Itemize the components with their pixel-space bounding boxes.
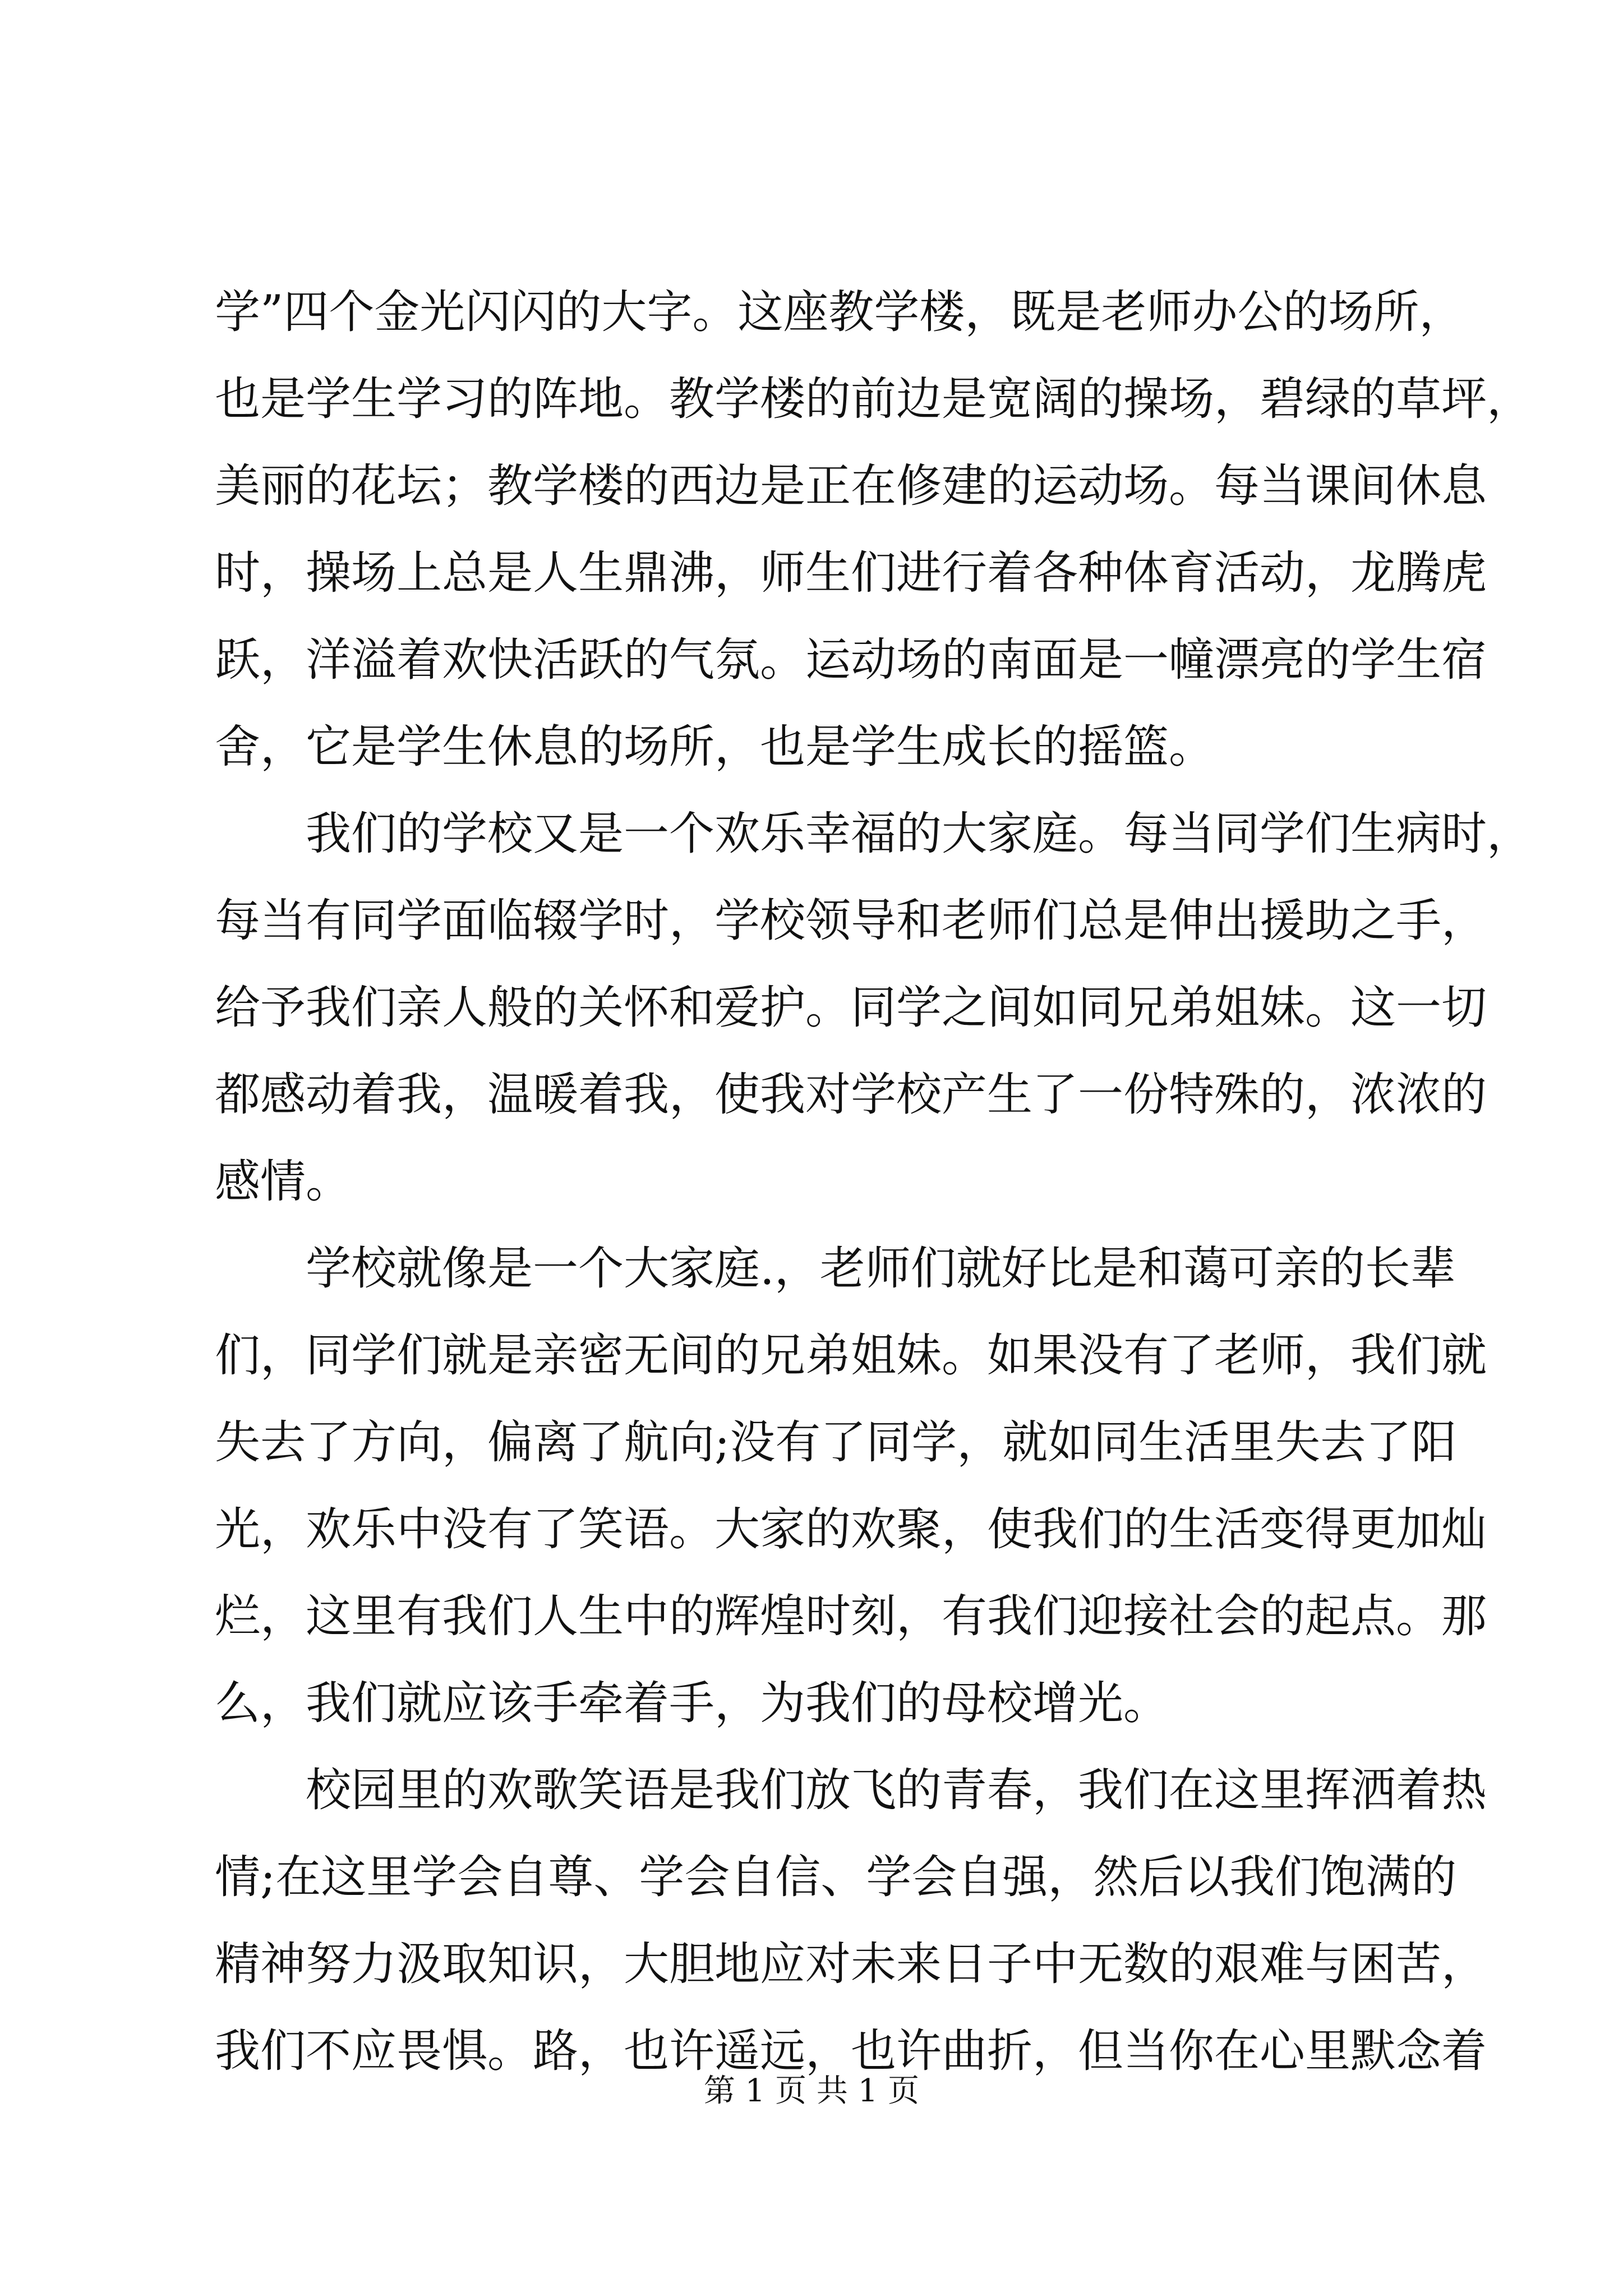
- text-line: 们，同学们就是亲密无间的兄弟姐妹。如果没有了老师，我们就: [215, 1329, 1487, 1382]
- text-line: 都感动着我，温暖着我，使我对学校产生了一份特殊的，浓浓的: [215, 1069, 1487, 1121]
- text-line: 精神努力汲取知识，大胆地应对未来日子中无数的艰难与困苦，: [215, 1938, 1487, 1991]
- text-line: 我们的学校又是一个欢乐幸福的大家庭。每当同学们生病时，: [215, 808, 1533, 861]
- text-line: 烂，这里有我们人生中的辉煌时刻，有我们迎接社会的起点。那: [215, 1590, 1487, 1643]
- document-body: [215, 269, 1533, 2095]
- text-line: 也是学生学习的阵地。教学楼的前边是宽阔的操场，碧绿的草坪，: [215, 373, 1533, 426]
- page-footer: 第 1 页 共 1 页: [703, 2073, 920, 2109]
- text-line: 学”四个金光闪闪的大字。这座教学楼，既是老师办公的场所，: [215, 286, 1465, 339]
- text-line: 感情。: [215, 1156, 352, 1208]
- text-line: 光，欢乐中没有了笑语。大家的欢聚，使我们的生活变得更加灿: [215, 1503, 1487, 1556]
- text-line: 么，我们就应该手牵着手，为我们的母校增光。: [215, 1677, 1169, 1730]
- text-line: 美丽的花坛；教学楼的西边是正在修建的运动场。每当课间休息: [215, 460, 1487, 513]
- text-line: 情;在这里学会自尊、学会自信、学会自强，然后以我们饱满的: [215, 1851, 1457, 1904]
- text-line: 给予我们亲人般的关怀和爱护。同学之间如同兄弟姐妹。这一切: [215, 982, 1487, 1034]
- text-line: 每当有同学面临辍学时，学校领导和老师们总是伸出援助之手，: [215, 895, 1487, 947]
- text-line: 学校就像是一个大家庭.，老师们就好比是和蔼可亲的长辈: [215, 1243, 1456, 1295]
- text-line: 时，操场上总是人生鼎沸，师生们进行着各种体育活动，龙腾虎: [215, 547, 1487, 600]
- text-line: 跃，洋溢着欢快活跃的气氛。运动场的南面是一幢漂亮的学生宿: [215, 634, 1487, 687]
- text-line: 我们不应畏惧。路，也许遥远，也许曲折，但当你在心里默念着: [215, 2025, 1487, 2078]
- text-line: 舍，它是学生休息的场所，也是学生成长的摇篮。: [215, 721, 1215, 774]
- text-line: 失去了方向，偏离了航向;没有了同学，就如同生活里失去了阳: [215, 1416, 1457, 1469]
- text-line: 校园里的欢歌笑语是我们放飞的青春，我们在这里挥洒着热: [215, 1764, 1487, 1817]
